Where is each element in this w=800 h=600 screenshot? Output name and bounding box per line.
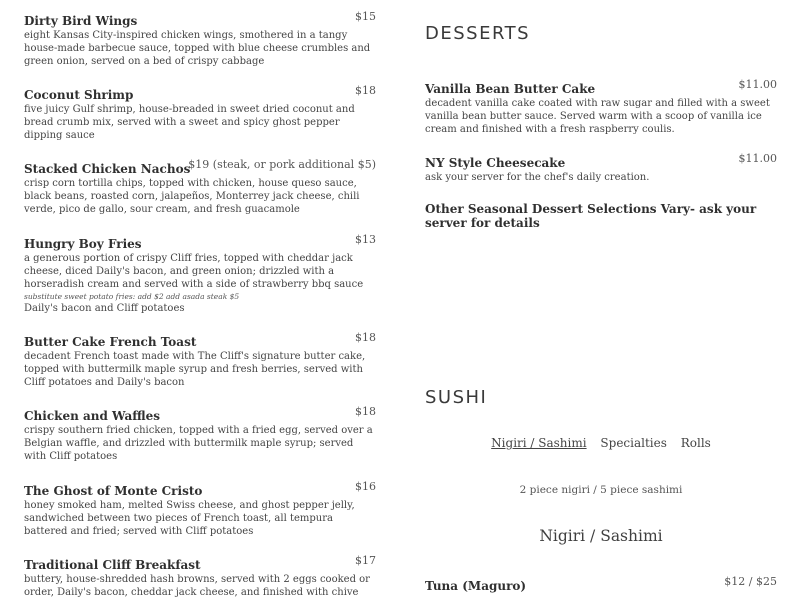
tab-nigiri-sashimi[interactable]: Nigiri / Sashimi [491, 436, 587, 450]
item-description: buttery, house-shredded hash browns, served with 2 eggs cooked or order, Daily's bacon, cheddar jack cheese, and finished with chive [24, 574, 370, 598]
item-description: decadent vanilla cake coated with raw sugar and filled with a sweet vanilla bean butter sauce. Served warm with a scoop of vanilla ice cream and finished with a fresh raspberry coulis. [425, 98, 770, 135]
item-price: $19 (steak, or pork additional $5) [188, 158, 376, 171]
item-description: eight Kansas City-inspired chicken wings, smothered in a tangy house-made barbecue sauce, topped with blue cheese crumbles and green onion, served on a bed of crispy cabbage [24, 30, 371, 67]
item-description: five juicy Gulf shrimp, house-breaded in sweet dried coconut and bread crumb mix, served with a sweet and spicy ghost pepper dipping sauce [24, 104, 355, 141]
item-price: $18 [355, 331, 376, 344]
item-description: ask your server for the chef's daily creation. [425, 172, 650, 183]
item-price: $17 [355, 554, 376, 567]
dessert-item [425, 152, 777, 184]
item-name: Dirty Bird Wings [24, 14, 138, 28]
tab-specialties[interactable]: Specialties [600, 436, 667, 450]
item-name: NY Style Cheesecake [425, 156, 566, 170]
sushi-portion-note: 2 piece nigiri / 5 piece sashimi [519, 484, 683, 496]
menu-item [24, 480, 376, 538]
menu-item [24, 405, 376, 463]
item-description: decadent French toast made with The Cliff's signature butter cake, topped with buttermilk maple syrup and fresh berries, served with Cliff potatoes and Daily's bacon [24, 351, 366, 388]
item-price: $11.00 [738, 78, 777, 91]
item-description: a generous portion of crispy Cliff fries, topped with cheddar jack cheese, diced Daily's bacon, and green onion; drizzled with a horseradish cream and served with a side of strawberry bbq sauce [24, 253, 364, 290]
seasonal-desserts-note: Other Seasonal Dessert Selections Vary- ask your server for details [425, 202, 757, 230]
item-description: honey smoked ham, melted Swiss cheese, and ghost pepper jelly, sandwiched between two pieces of French toast, all tempura battered and fried; served with Cliff potatoes [24, 500, 355, 537]
menu-item [24, 554, 376, 599]
item-name: The Ghost of Monte Cristo [24, 484, 203, 498]
item-name: Tuna (Maguro) [425, 579, 527, 593]
tab-rolls[interactable]: Rolls [680, 436, 711, 450]
desserts-heading: DESSERTS [425, 23, 531, 44]
item-extra-text: Daily's bacon and Cliff potatoes [24, 303, 185, 314]
item-price: $18 [355, 84, 376, 97]
item-price: $18 [355, 405, 376, 418]
menu-item [24, 84, 376, 142]
sushi-tabs [425, 436, 777, 450]
item-name: Chicken and Waffles [24, 409, 161, 423]
sushi-subheading: Nigiri / Sashimi [539, 527, 663, 545]
sushi-item [425, 575, 777, 591]
item-description: crisp corn tortilla chips, topped with chicken, house queso sauce, black beans, roasted corn, jalapeños, Monterrey jack cheese, chili verde, pico de gallo, sour cream, and fresh guacamole [24, 178, 360, 215]
menu-item [24, 158, 376, 216]
sushi-heading: SUSHI [425, 387, 488, 408]
menu-item [24, 10, 376, 68]
item-name: Butter Cake French Toast [24, 335, 197, 349]
item-price: $12 / $25 [724, 575, 777, 588]
item-name: Hungry Boy Fries [24, 237, 142, 251]
item-name: Stacked Chicken Nachos [24, 162, 191, 176]
item-description: crispy southern fried chicken, topped with a fried egg, served over a Belgian waffle, and drizzled with buttermilk maple syrup; served with Cliff potatoes [24, 425, 373, 462]
item-name: Vanilla Bean Butter Cake [425, 82, 596, 96]
item-name: Traditional Cliff Breakfast [24, 558, 201, 572]
item-price: $11.00 [738, 152, 777, 165]
item-price: $15 [355, 10, 376, 23]
item-note: substitute sweet potato fries: add $2 add asada steak $5 [24, 292, 240, 301]
item-price: $16 [355, 480, 376, 493]
menu-item [24, 331, 376, 389]
item-price: $13 [355, 233, 376, 246]
menu-item [24, 233, 376, 315]
item-name: Coconut Shrimp [24, 88, 134, 102]
dessert-item [425, 78, 777, 136]
